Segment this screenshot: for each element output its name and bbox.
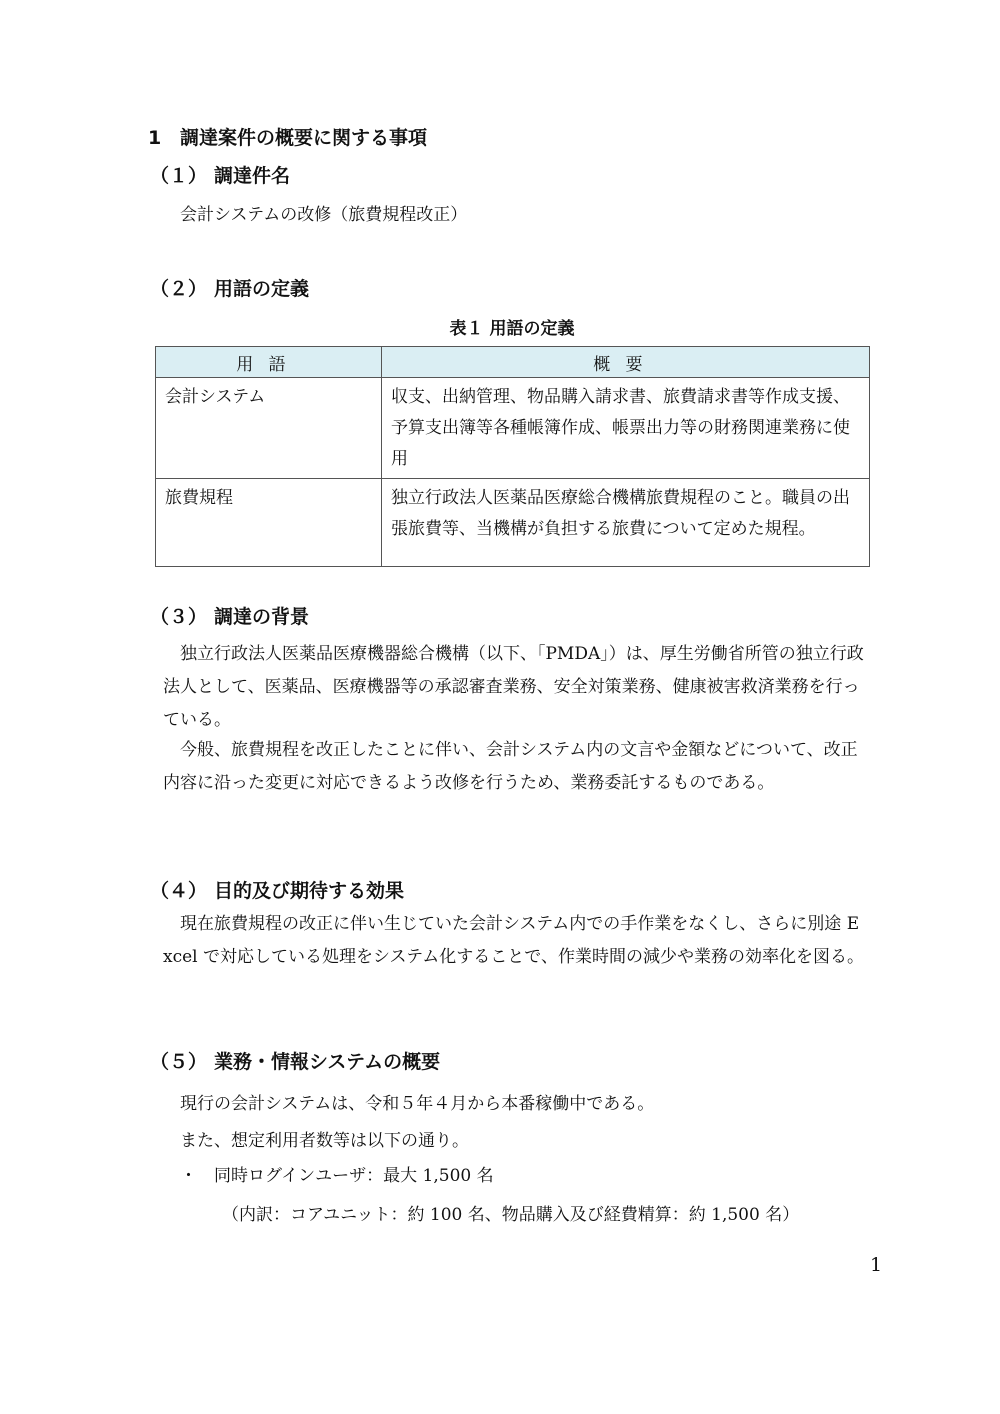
description-cell: 独立行政法人医薬品医療総合機構旅費規程のこと。職員の出張旅費等、当機構が負担する旅費について定めた規程。: [382, 479, 870, 567]
procurement-name: 会計システムの改修（旅費規程改正）: [180, 205, 468, 225]
table-row: [156, 479, 870, 567]
section-number: 1: [148, 127, 162, 149]
page-number: 1: [870, 1254, 883, 1276]
table-row: [156, 378, 870, 479]
purpose-paragraph: 現在旅費規程の改正に伴い生じていた会計システム内での手作業をなくし、さらに別途 Excel で対応している処理をシステム化することで、作業時間の減少や業務の効率化を図る。: [163, 914, 864, 967]
section-title: 調達案件の概要に関する事項: [180, 127, 428, 149]
column-header-term: 用語: [156, 347, 382, 378]
bullet-detail: （内訳：コアユニット：約 100 名、物品購入及び経費精算：約 1,500 名）: [222, 1205, 800, 1225]
subsection-number: （３）: [150, 606, 208, 628]
subsection-title: 調達の背景: [214, 606, 310, 628]
subsection-number: （２）: [150, 278, 208, 300]
section-heading: [148, 123, 427, 150]
table-caption: 表１ 用語の定義: [449, 319, 575, 339]
background-paragraph-2: 今般、旅費規程を改正したことに伴い、会計システム内の文言や金額などについて、改正内容に沿った変更に対応できるよう改修を行うため、業務委託するものである。: [163, 740, 858, 793]
system-overview-line-2: また、想定利用者数等は以下の通り。: [180, 1131, 469, 1151]
subsection-5-heading: [150, 1047, 440, 1074]
subsection-title: 用語の定義: [214, 278, 310, 300]
term-cell: 旅費規程: [156, 479, 382, 567]
bullet-mark: ・: [180, 1166, 197, 1186]
description-cell: 収支、出納管理、物品購入請求書、旅費請求書等作成支援、予算支出簿等各種帳簿作成、帳票出力等の財務関連業務に使用: [382, 378, 870, 479]
terms-table: [155, 346, 870, 567]
subsection-2-heading: [150, 274, 309, 301]
subsection-4-heading: [150, 876, 404, 903]
subsection-1-heading: [150, 161, 290, 188]
subsection-number: （４）: [150, 880, 208, 902]
column-header-overview: 概要: [382, 347, 870, 378]
bullet-text: 同時ログインユーザ：最大 1,500 名: [214, 1166, 494, 1186]
subsection-title: 目的及び期待する効果: [214, 880, 405, 902]
table-header-row: [156, 347, 870, 378]
subsection-title: 業務・情報システムの概要: [214, 1051, 441, 1073]
subsection-number: （１）: [150, 165, 208, 187]
subsection-title: 調達件名: [214, 165, 291, 187]
subsection-number: （５）: [150, 1051, 208, 1073]
system-overview-line-1: 現行の会計システムは、令和５年４月から本番稼働中である。: [180, 1094, 655, 1114]
background-paragraph-1: 独立行政法人医薬品医療機器総合機構（以下、「PMDA」）は、厚生労働省所管の独立行政法人として、医薬品、医療機器等の承認審査業務、安全対策業務、健康被害救済業務を行っている。: [163, 644, 864, 730]
term-cell: 会計システム: [156, 378, 382, 479]
subsection-3-heading: [150, 602, 309, 629]
bullet-item: [180, 1161, 494, 1186]
